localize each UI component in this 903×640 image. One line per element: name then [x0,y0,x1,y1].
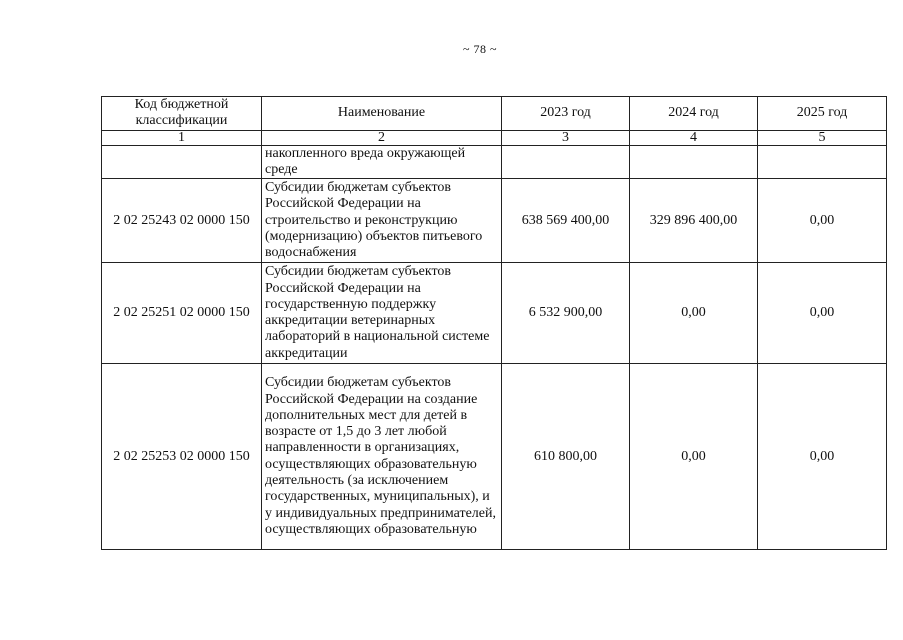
row-name: Субсидии бюджетам субъектов Российской Федерации на строительство и реконструкцию (модернизацию) объектов питьевого водоснабжения [262,179,502,263]
table-row [102,145,887,179]
row-2023-value: 6 532 900,00 [502,263,630,364]
row-code: 2 02 25253 02 0000 150 [102,364,262,550]
row-name: Субсидии бюджетам субъектов Российской Федерации на государственную поддержку аккредитации ветеринарных лабораторий в национальной системе аккредитации [262,263,502,364]
column-number: 1 [102,130,262,145]
row-code: 2 02 25251 02 0000 150 [102,263,262,364]
header-2024: 2024 год [630,97,758,131]
row-2024-value: 0,00 [630,263,758,364]
row-code: 2 02 25243 02 0000 150 [102,179,262,263]
column-numbers-row [102,130,887,145]
table-header-row [102,97,887,131]
row-2025-value: 0,00 [758,364,887,550]
row-2025-value: 0,00 [758,179,887,263]
table-row [102,179,887,263]
row-2024-value [630,145,758,179]
table-row [102,263,887,364]
table-row [102,364,887,550]
row-2023-value: 638 569 400,00 [502,179,630,263]
row-name: Субсидии бюджетам субъектов Российской Федерации на создание дополнительных мест для детей в возрасте от 1,5 до 3 лет любой направленности в организациях, осуществляющих образовательную деятельность (за исключением государственных, муниципальных), и у индивидуальных предпринимателей, осуществляющих образовательную [262,364,502,550]
row-name: накопленного вреда окружающей среде [262,145,502,179]
column-number: 3 [502,130,630,145]
header-name: Наименование [262,97,502,131]
row-2023-value [502,145,630,179]
column-number: 4 [630,130,758,145]
row-2025-value [758,145,887,179]
row-2024-value: 0,00 [630,364,758,550]
row-2025-value: 0,00 [758,263,887,364]
budget-table [101,96,887,550]
page-number: ~ 78 ~ [463,42,497,56]
column-number: 5 [758,130,887,145]
row-2024-value: 329 896 400,00 [630,179,758,263]
column-number: 2 [262,130,502,145]
row-code [102,145,262,179]
header-2023: 2023 год [502,97,630,131]
header-2025: 2025 год [758,97,887,131]
header-code: Код бюджетной классификации [102,97,262,131]
row-2023-value: 610 800,00 [502,364,630,550]
